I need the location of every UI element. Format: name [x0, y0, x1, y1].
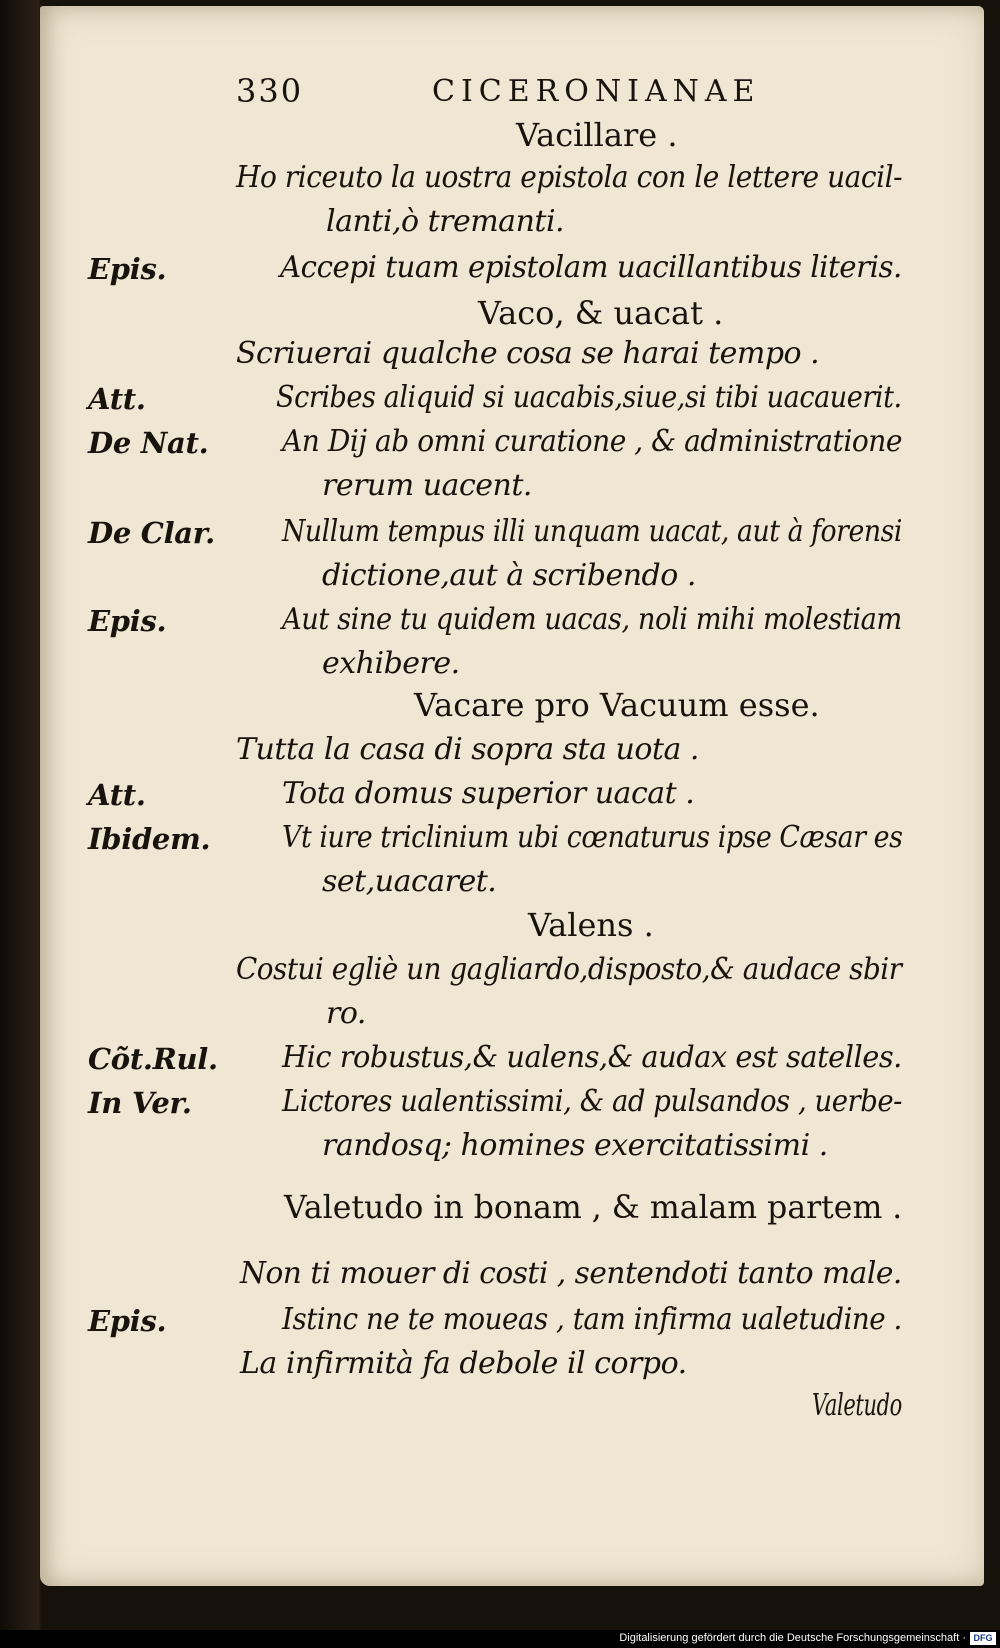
source-reference: Epis.: [88, 604, 167, 638]
lemma-heading: Vacillare .: [516, 116, 678, 154]
latin-example: Vt iure triclinium ubi cœnaturus ipse Cæsar es: [282, 820, 903, 855]
running-head: CICERONIANAE: [432, 74, 761, 109]
source-reference: Att.: [88, 382, 146, 416]
italian-phrase-continued: lanti,ò tremanti.: [326, 204, 565, 239]
source-reference: Cõt.Rul.: [88, 1042, 218, 1076]
lemma-heading: Vaco, & uacat .: [478, 294, 724, 332]
lemma-heading: Valens .: [528, 906, 654, 944]
source-reference: Epis.: [88, 252, 167, 286]
latin-example: Lictores ualentissimi, & ad pulsandos , uerbe-: [282, 1084, 903, 1119]
latin-example-continued: dictione,aut à scribendo .: [322, 558, 696, 593]
italian-phrase: Non ti mouer di costi , sentendoti tanto male.: [240, 1256, 902, 1291]
latin-example: Istinc ne te moueas , tam infirma ualetudine .: [282, 1302, 902, 1337]
dfg-logo: DFG: [970, 1632, 996, 1645]
italian-phrase: Ho riceuto la uostra epistola con le lettere uacil-: [236, 160, 903, 195]
italian-phrase: Costui egliè un gagliardo,disposto,& audace sbir: [236, 952, 902, 987]
lemma-heading: Vacare pro Vacuum esse.: [414, 686, 820, 724]
latin-example: Nullum tempus illi unquam uacat, aut à forensi: [282, 514, 902, 549]
lemma-heading: Valetudo in bonam , & malam partem .: [284, 1188, 903, 1226]
catchword: Valetudo: [812, 1388, 902, 1423]
latin-example: Accepi tuam epistolam uacillantibus literis.: [280, 250, 902, 285]
source-reference: De Nat.: [88, 426, 209, 460]
digitization-footer: [0, 1630, 1000, 1648]
italian-phrase: Scriuerai qualche cosa se harai tempo .: [236, 336, 820, 371]
italian-phrase: Tutta la casa di sopra sta uota .: [236, 732, 699, 767]
source-reference: Att.: [88, 778, 146, 812]
latin-example: Aut sine tu quidem uacas, noli mihi molestiam: [282, 602, 902, 637]
source-reference: Ibidem.: [88, 822, 211, 856]
footer-credit: Digitalisierung gefördert durch die Deutsche Forschungsgemeinschaft ·: [619, 1632, 966, 1644]
latin-example-continued: set,uacaret.: [322, 864, 497, 899]
latin-example: An Dij ab omni curatione , & administratione: [282, 424, 902, 459]
latin-example: Tota domus superior uacat .: [282, 776, 695, 811]
latin-example-continued: exhibere.: [322, 646, 460, 681]
source-reference: De Clar.: [88, 516, 215, 550]
italian-phrase: La infirmità fa debole il corpo.: [240, 1346, 687, 1381]
page-number: 330: [236, 72, 304, 110]
source-reference: Epis.: [88, 1304, 167, 1338]
source-reference: In Ver.: [88, 1086, 192, 1120]
latin-example: Hic robustus,& ualens,& audax est satelles.: [282, 1040, 902, 1075]
latin-example: Scribes aliquid si uacabis,siue,si tibi uacauerit.: [276, 380, 902, 415]
italian-phrase-continued: ro.: [326, 996, 366, 1031]
latin-example-continued: rerum uacent.: [322, 468, 532, 503]
latin-example-continued: randosq; homines exercitatissimi .: [322, 1128, 828, 1163]
